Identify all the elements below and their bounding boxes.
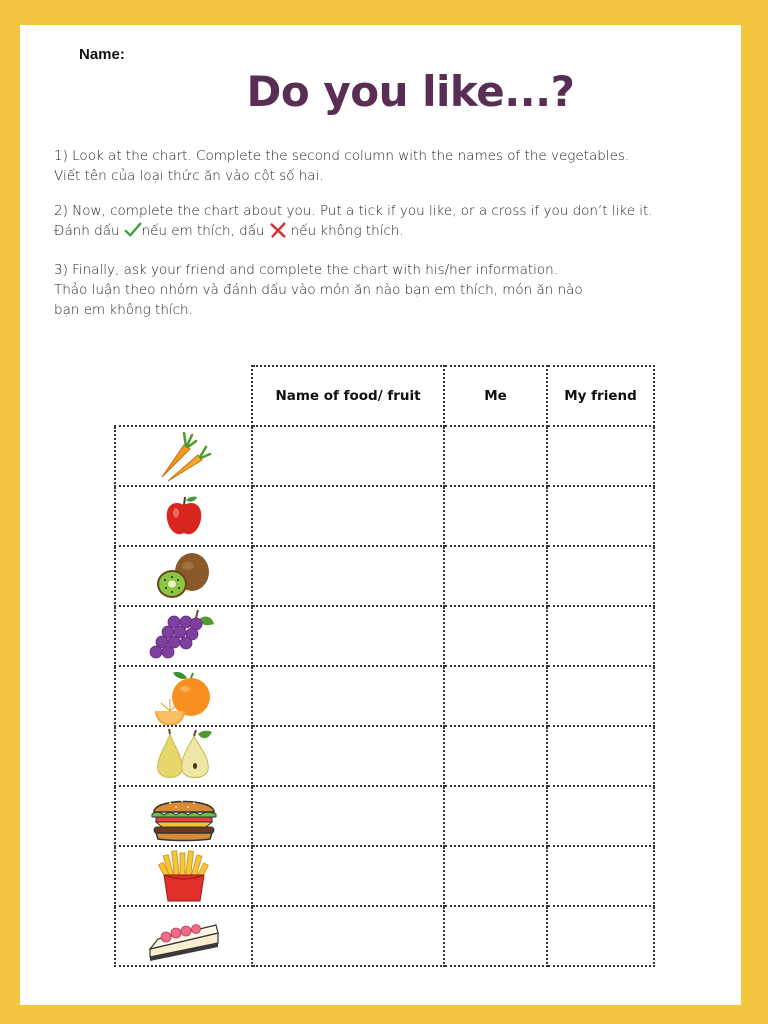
- friend-cell[interactable]: [547, 726, 654, 786]
- fries-icon: [156, 849, 212, 903]
- me-cell[interactable]: [444, 846, 547, 906]
- instruction-3-vi-line1: Thảo luận theo nhóm và đánh dấu vào món ăn nào bạn em thích, món ăn nào: [54, 282, 583, 298]
- instruction-2: [54, 201, 724, 241]
- burger-icon: [148, 790, 220, 842]
- table-row: [115, 606, 654, 666]
- instruction-2-vi-c: nếu không thích.: [290, 223, 404, 239]
- food-name-cell[interactable]: [252, 846, 444, 906]
- friend-cell[interactable]: [547, 426, 654, 486]
- me-cell[interactable]: [444, 666, 547, 726]
- table-row: [115, 786, 654, 846]
- header-food-name: Name of food/ fruit: [252, 366, 444, 426]
- grapes-icon: [144, 608, 224, 664]
- food-name-cell[interactable]: [252, 606, 444, 666]
- me-cell[interactable]: [444, 486, 547, 546]
- instruction-3-vi-line2: bạn em không thích.: [54, 302, 193, 318]
- me-cell[interactable]: [444, 426, 547, 486]
- food-image-cell: [115, 906, 252, 966]
- instruction-2-vi-a: Đánh dấu: [54, 223, 120, 239]
- instruction-3-en: 3) Finally, ask your friend and complete the chart with his/her information.: [54, 262, 559, 278]
- kiwi-icon: [154, 550, 214, 602]
- friend-cell[interactable]: [547, 606, 654, 666]
- tick-icon: [124, 221, 142, 239]
- apple-icon: [161, 493, 207, 539]
- food-chart-table: [114, 365, 655, 967]
- instruction-1: [54, 146, 724, 186]
- table-row: [115, 666, 654, 726]
- me-cell[interactable]: [444, 786, 547, 846]
- food-image-cell: [115, 666, 252, 726]
- food-name-cell[interactable]: [252, 666, 444, 726]
- food-name-cell[interactable]: [252, 906, 444, 966]
- me-cell[interactable]: [444, 606, 547, 666]
- worksheet-title: Do you like...?: [246, 67, 575, 116]
- carrot-icon: [154, 427, 214, 485]
- table-row: [115, 906, 654, 966]
- me-cell[interactable]: [444, 546, 547, 606]
- table-row: [115, 486, 654, 546]
- friend-cell[interactable]: [547, 906, 654, 966]
- cross-icon: [269, 221, 287, 239]
- table-row: [115, 426, 654, 486]
- instruction-2-vi-b: nếu em thích, dấu: [141, 223, 265, 239]
- food-image-cell: [115, 486, 252, 546]
- header-me: Me: [444, 366, 547, 426]
- instruction-2-vi: [54, 221, 724, 241]
- food-name-cell[interactable]: [252, 726, 444, 786]
- cake-icon: [146, 911, 222, 961]
- pear-icon: [152, 728, 216, 784]
- food-image-cell: [115, 546, 252, 606]
- friend-cell[interactable]: [547, 666, 654, 726]
- food-image-cell: [115, 726, 252, 786]
- food-image-cell: [115, 426, 252, 486]
- header-my-friend: My friend: [547, 366, 654, 426]
- food-image-cell: [115, 606, 252, 666]
- instruction-1-en: 1) Look at the chart. Complete the second column with the names of the vegetables.: [54, 148, 630, 164]
- header-blank-cell: [115, 366, 252, 426]
- table-row: [115, 546, 654, 606]
- food-name-cell[interactable]: [252, 486, 444, 546]
- table-row: [115, 846, 654, 906]
- food-image-cell: [115, 846, 252, 906]
- friend-cell[interactable]: [547, 486, 654, 546]
- table-header-row: [115, 366, 654, 426]
- friend-cell[interactable]: [547, 846, 654, 906]
- orange-icon: [153, 667, 215, 725]
- instruction-2-en: 2) Now, complete the chart about you. Put a tick if you like, or a cross if you don’t like it.: [54, 203, 653, 219]
- food-name-cell[interactable]: [252, 786, 444, 846]
- food-name-cell[interactable]: [252, 546, 444, 606]
- food-image-cell: [115, 786, 252, 846]
- friend-cell[interactable]: [547, 786, 654, 846]
- worksheet-page: [20, 25, 741, 1005]
- me-cell[interactable]: [444, 726, 547, 786]
- food-name-cell[interactable]: [252, 426, 444, 486]
- instruction-1-vi: Viết tên của loại thức ăn vào cột số hai.: [54, 168, 324, 184]
- me-cell[interactable]: [444, 906, 547, 966]
- instruction-3: [54, 260, 724, 320]
- friend-cell[interactable]: [547, 546, 654, 606]
- name-label: Name:: [79, 46, 125, 63]
- table-row: [115, 726, 654, 786]
